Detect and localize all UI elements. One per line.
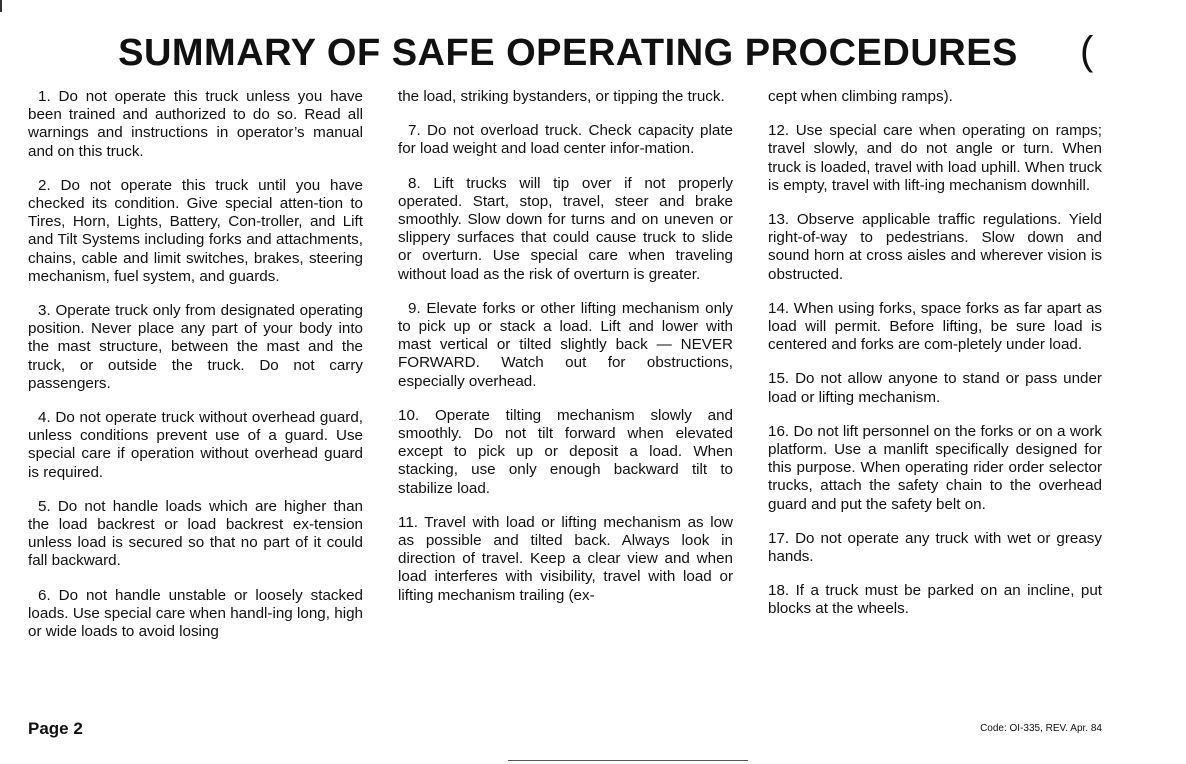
procedure-2: 2. Do not operate this truck until you have checked its condition. Give special atten-tion to Tires, Horn, Lights, Battery, Con-troller, and Lift and Tilt Systems including forks and attachments, chains, cable and limit switches, brakes, steering mechanism, fuel system, and guards. bbox=[28, 176, 363, 285]
procedure-14: 14. When using forks, space forks as far apart as load will permit. Before lifting, be sure load is centered and forks are com-pletely under load. bbox=[768, 299, 1102, 354]
procedure-18: 18. If a truck must be parked on an incline, put blocks at the wheels. bbox=[768, 582, 1102, 618]
procedure-6-continued: the load, striking bystanders, or tipping the truck. bbox=[398, 88, 725, 105]
procedure-15: 15. Do not allow anyone to stand or pass under load or lifting mechanism. bbox=[768, 370, 1102, 406]
page-title: SUMMARY OF SAFE OPERATING PROCEDURES bbox=[118, 32, 1018, 74]
procedure-1: 1. Do not operate this truck unless you have been trained and authorized to do so. Read all warnings and instructions in operator’s manual and on this truck. bbox=[28, 88, 363, 160]
scan-edge-mark bbox=[0, 0, 2, 12]
procedure-13: 13. Observe applicable traffic regulations. Yield right-of-way to pedestrians. Slow down and sound horn at cross aisles and wherever vision is obstructed. bbox=[768, 211, 1102, 283]
procedure-9: 9. Elevate forks or other lifting mechanism only to pick up or stack a load. Lift and lower with mast vertical or tilted slightly back — NEVER FORWARD. Watch out for obstructions, especially overhead. bbox=[398, 299, 733, 390]
procedure-6: 6. Do not handle unstable or loosely stacked loads. Use special care when handl-ing long, high or wide loads to avoid losing bbox=[28, 586, 363, 641]
page-number: Page 2 bbox=[28, 719, 83, 738]
procedure-12: 12. Use special care when operating on ramps; travel slowly, and do not angle or turn. When truck is loaded, travel with load uphill. When truck is empty, travel with lift-ing mechanism downhill. bbox=[768, 122, 1102, 194]
procedure-11-continued: cept when climbing ramps). bbox=[768, 88, 953, 105]
procedure-10: 10. Operate tilting mechanism slowly and smoothly. Do not tilt forward when elevated except to pick up or deposit a load. When stacking, use only enough backward tilt to stabilize load. bbox=[398, 406, 733, 497]
procedure-5: 5. Do not handle loads which are higher than the load backrest or load backrest ex-tension unless load is secured so that no part of it could fall backward. bbox=[28, 497, 363, 570]
procedure-3: 3. Operate truck only from designated operating position. Never place any part of your body into the mast structure, between the mast and the truck, or outside the truck. Do not carry passengers. bbox=[28, 302, 363, 392]
procedure-17: 17. Do not operate any truck with wet or greasy hands. bbox=[768, 529, 1102, 566]
column-3 bbox=[768, 88, 1102, 635]
document-code: Code: OI-335, REV. Apr. 84 bbox=[980, 723, 1102, 734]
procedure-8: 8. Lift trucks will tip over if not properly operated. Start, stop, travel, steer and brake smoothly. Slow down for turns and on uneven or slippery surfaces that could cause truck to slide or overturn. Use special care when traveling without load as the risk of overturn is greater. bbox=[398, 174, 733, 283]
bottom-rule bbox=[508, 760, 748, 761]
procedure-7: 7. Do not overload truck. Check capacity plate for load weight and load center infor-mation. bbox=[398, 122, 733, 158]
procedure-16: 16. Do not lift personnel on the forks or on a work platform. Use a manlift specifically designed for this purpose. When operating rider order selector trucks, attach the safety chain to the overhead guard and put the safety belt on. bbox=[768, 422, 1102, 513]
procedure-4: 4. Do not operate truck without overhead guard, unless conditions prevent use of a guard. Use special care if operation without overhead guard is required. bbox=[28, 409, 363, 481]
corner-paren-mark: ( bbox=[1080, 29, 1094, 73]
column-1 bbox=[28, 88, 363, 657]
column-2 bbox=[398, 88, 733, 621]
procedure-11: 11. Travel with load or lifting mechanism as low as possible and tilted back. Always look in direction of travel. Keep a clear view and when load interferes with visibility, travel with load or lifting mechanism trailing (ex- bbox=[398, 513, 733, 604]
